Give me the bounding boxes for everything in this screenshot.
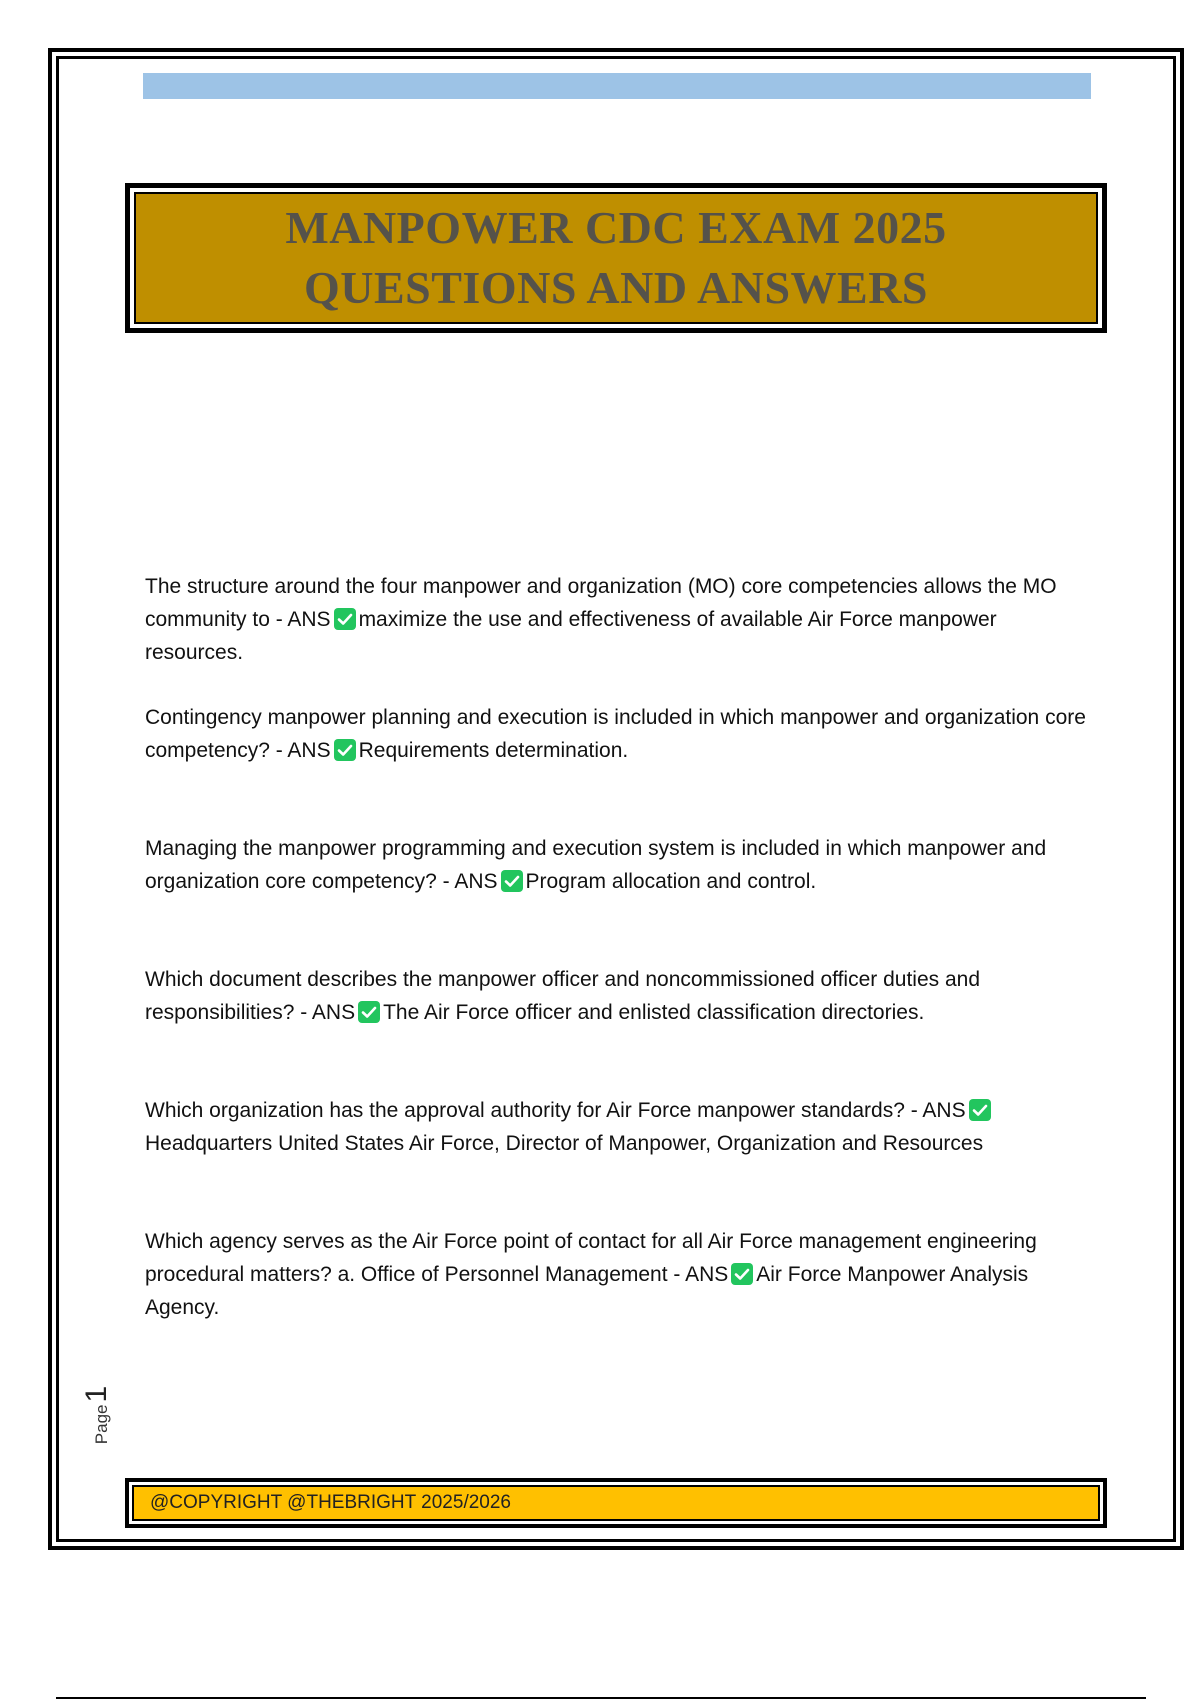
question-text: Which document describes the manpower officer and noncommissioned officer duties and responsibilities? - ANS bbox=[145, 968, 981, 1024]
page-word: Page bbox=[92, 1404, 111, 1445]
qa-item bbox=[145, 1094, 1095, 1225]
qa-item bbox=[145, 963, 1095, 1094]
top-accent-bar bbox=[143, 73, 1091, 99]
question-text: Which organization has the approval authority for Air Force manpower standards? - ANS bbox=[145, 1099, 966, 1122]
answer-text: The Air Force officer and enlisted classification directories. bbox=[383, 1001, 925, 1024]
check-mark-icon bbox=[501, 870, 523, 892]
qa-list bbox=[145, 570, 1095, 1356]
page-number-label bbox=[52, 1385, 113, 1445]
qa-item bbox=[145, 832, 1095, 963]
check-mark-icon bbox=[731, 1263, 753, 1285]
question-text: Contingency manpower planning and execution is included in which manpower and organization core competency? - ANS bbox=[145, 706, 1086, 762]
check-mark-icon bbox=[358, 1001, 380, 1023]
title-line-2: QUESTIONS AND ANSWERS bbox=[303, 262, 929, 313]
qa-item bbox=[145, 701, 1095, 832]
bottom-rule bbox=[56, 1697, 1146, 1699]
question-text: Managing the manpower programming and execution system is included in which manpower and organization core competency? - ANS bbox=[145, 837, 1047, 893]
qa-item bbox=[145, 570, 1095, 701]
copyright-text: @COPYRIGHT @THEBRIGHT 2025/2026 bbox=[150, 1492, 511, 1513]
title-banner-inner bbox=[134, 192, 1098, 324]
question-text: The structure around the four manpower and organization (MO) core competencies allows the MO community to - ANS bbox=[145, 575, 1057, 631]
footer-banner bbox=[125, 1478, 1107, 1528]
qa-item bbox=[145, 1225, 1095, 1356]
answer-text: Air Force Manpower Analysis Agency. bbox=[145, 1263, 1029, 1319]
answer-text: maximize the use and effectiveness of available Air Force manpower resources. bbox=[145, 608, 997, 664]
check-mark-icon bbox=[969, 1099, 991, 1121]
title-banner bbox=[125, 183, 1107, 333]
answer-text: Program allocation and control. bbox=[525, 870, 817, 893]
answer-text: Requirements determination. bbox=[358, 739, 629, 762]
check-mark-icon bbox=[334, 608, 356, 630]
answer-text: Headquarters United States Air Force, Director of Manpower, Organization and Resources bbox=[145, 1132, 984, 1155]
page-number: 1 bbox=[80, 1385, 113, 1403]
question-text: Which agency serves as the Air Force point of contact for all Air Force management engineering procedural matters? a. Office of Personnel Management - ANS bbox=[145, 1230, 1037, 1286]
title-line-1: MANPOWER CDC EXAM 2025 bbox=[285, 202, 947, 253]
check-mark-icon bbox=[334, 739, 356, 761]
footer-banner-inner bbox=[132, 1485, 1100, 1521]
